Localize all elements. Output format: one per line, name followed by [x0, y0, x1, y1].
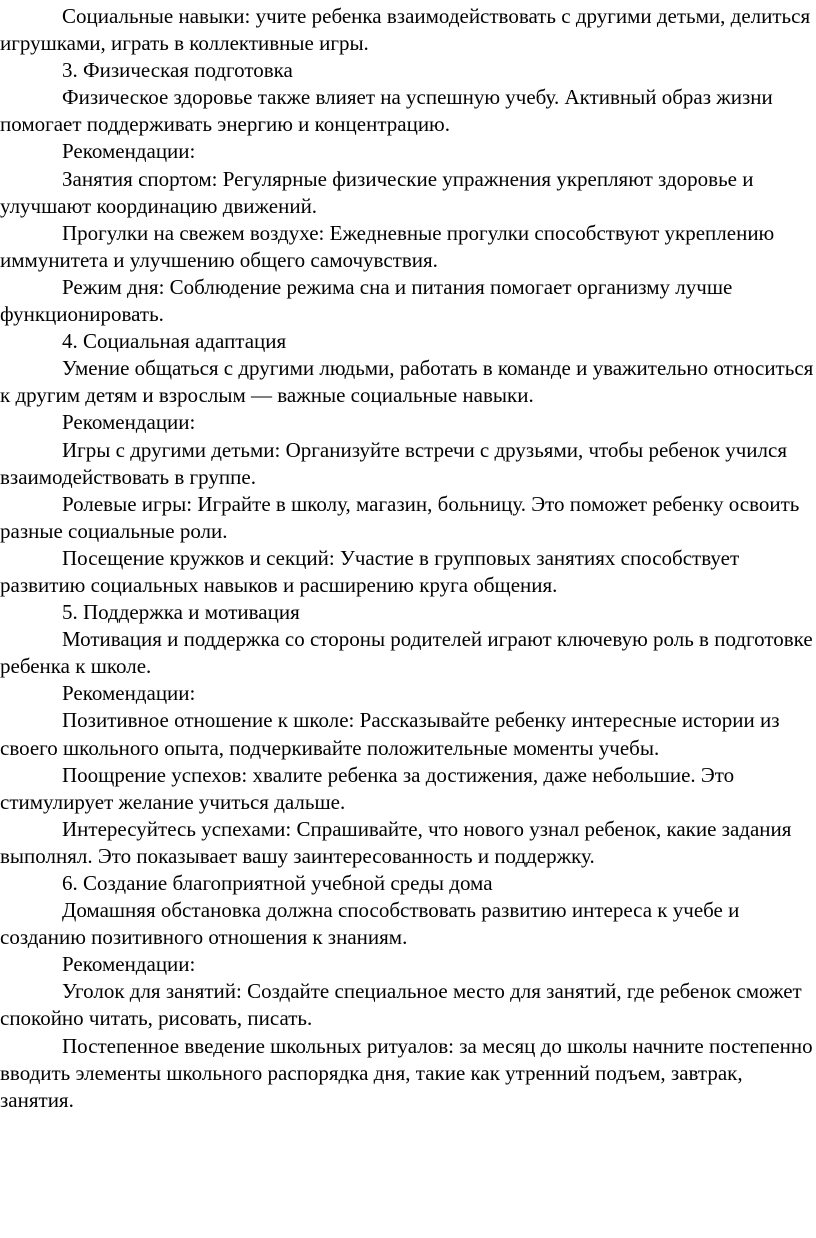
label-recommendations: Рекомендации: — [62, 952, 196, 977]
paragraph-role-play: Ролевые игры: Играйте в школу, магазин, больницу. Это поможет ребенку освоить разные социальные роли. — [0, 491, 800, 543]
paragraph-study-corner: Уголок для занятий: Создайте специальное место для занятий, где ребенок сможет спокойно читать, рисовать, писать. — [0, 979, 802, 1031]
heading-social-adaptation: 4. Социальная адаптация — [62, 329, 287, 354]
paragraph-daily-routine: Режим дня: Соблюдение режима сна и питания помогает организму лучше функционировать. — [0, 274, 733, 327]
paragraph-home-environment: Домашняя обстановка должна способствовать развитию интереса к учебе и созданию позитивного отношения к знаниям. — [0, 898, 740, 950]
paragraph-clubs: Посещение кружков и секций: Участие в групповых занятиях способствует развитию социальных навыков и расширению круга общения. — [0, 545, 740, 597]
label-recommendations: Рекомендации: — [62, 410, 196, 435]
paragraph-sports: Занятия спортом: Регулярные физические упражнения укрепляют здоровье и улучшают координацию движений. — [0, 166, 754, 218]
paragraph-communication: Умение общаться с другими людьми, работать в команде и уважительно относиться к другим детям и взрослым — важные социальные навыки. — [0, 356, 814, 408]
paragraph-positive-attitude: Позитивное отношение к школе: Рассказывайте ребенку интересные истории из своего школьного опыта, подчеркивайте положительные моменты учебы. — [0, 708, 780, 760]
paragraph-school-rituals: Постепенное введение школьных ритуалов: за месяц до школы начните постепенно вводить элементы школьного распорядка дня, такие как утренний подъем, завтрак, занятия. — [0, 1033, 813, 1112]
heading-support-motivation: 5. Поддержка и мотивация — [62, 600, 300, 625]
label-recommendations: Рекомендации: — [62, 139, 196, 164]
label-recommendations: Рекомендации: — [62, 681, 196, 706]
paragraph-outdoor-walks: Прогулки на свежем воздухе: Ежедневные прогулки способствуют укреплению иммунитета и улучшению общего самочувствия. — [0, 220, 775, 272]
paragraph-social-skills: Социальные навыки: учите ребенка взаимодействовать с другими детьми, делиться игрушками, играть в коллективные игры. — [0, 4, 811, 56]
paragraph-praise: Поощрение успехов: хвалите ребенка за достижения, даже небольшие. Это стимулирует желание учиться дальше. — [0, 762, 735, 814]
paragraph-games-with-children: Игры с другими детьми: Организуйте встречи с друзьями, чтобы ребенок учился взаимодействовать в группе. — [0, 437, 787, 489]
heading-learning-environment: 6. Создание благоприятной учебной среды дома — [62, 871, 493, 895]
paragraph-physical-health: Физическое здоровье также влияет на успешную учебу. Активный образ жизни помогает поддерживать энергию и концентрацию. — [0, 85, 773, 137]
paragraph-show-interest: Интересуйтесь успехами: Спрашивайте, что нового узнал ребенок, какие задания выполнял. Это показывает вашу заинтересованность и поддержку. — [0, 816, 792, 868]
paragraph-motivation: Мотивация и поддержка со стороны родителей играют ключевую роль в подготовке ребенка к школе. — [0, 627, 813, 679]
heading-physical-preparation: 3. Физическая подготовка — [62, 58, 293, 83]
